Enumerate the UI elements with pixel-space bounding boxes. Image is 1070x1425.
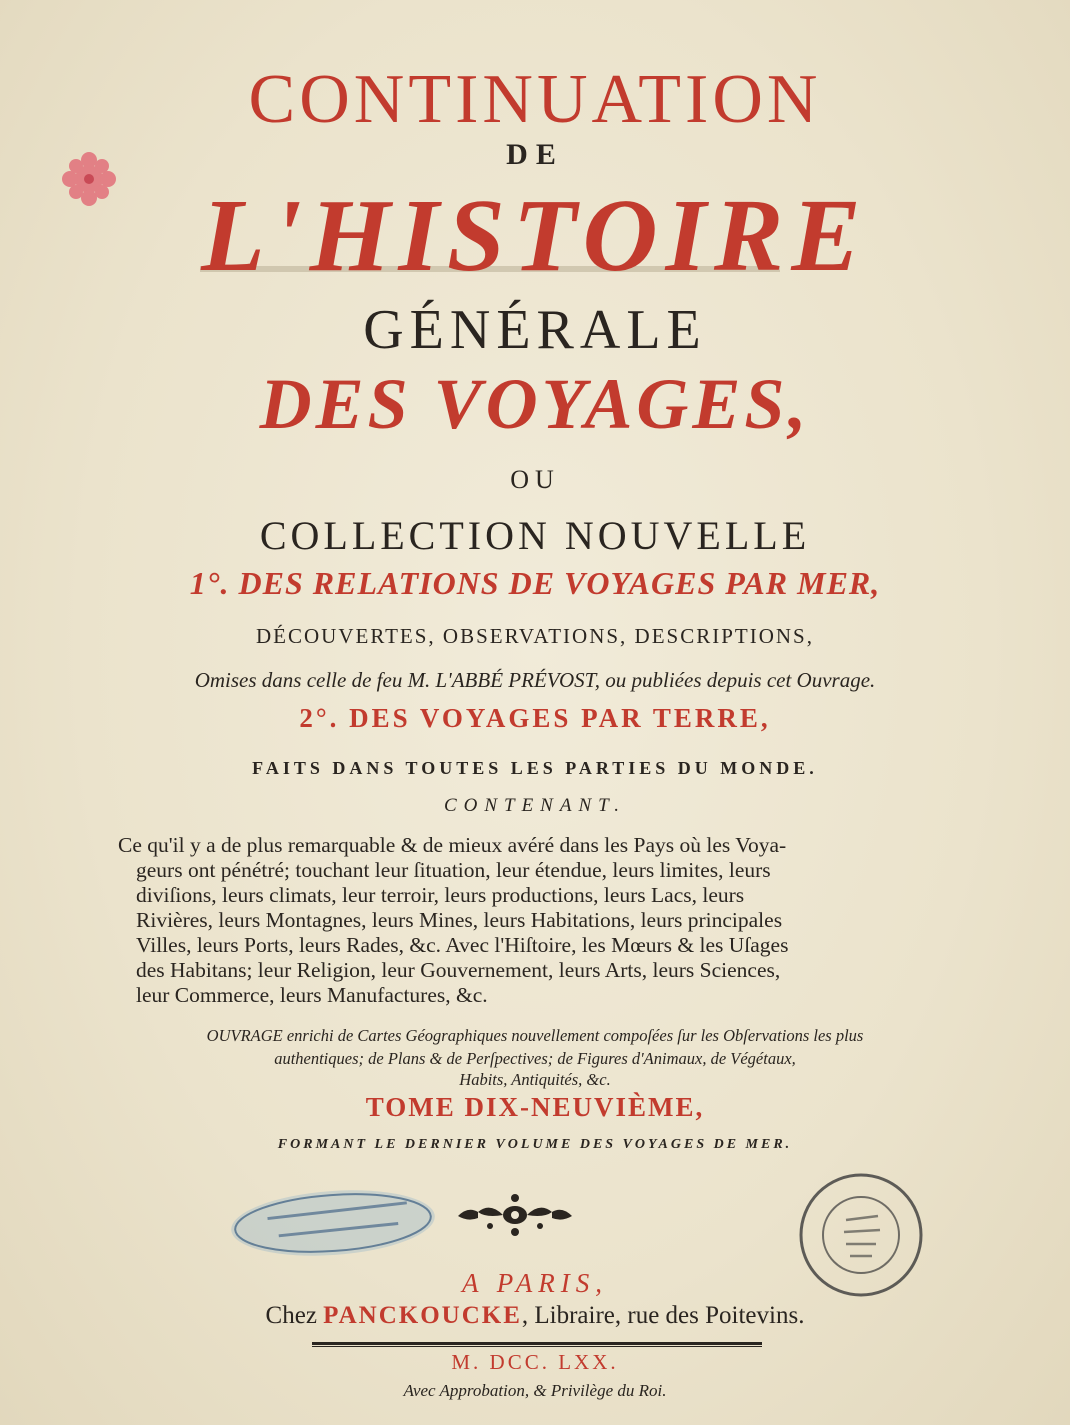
body-line: Ce qu'il y a de plus remarquable & de mieux avéré dans les Pays où les Voya- xyxy=(118,833,787,857)
imprint-rule-thin xyxy=(312,1346,762,1347)
volume-title: TOME DIX-NEUVIÈME, xyxy=(365,1092,705,1122)
ouvrage-line: OUVRAGE enrichi de Cartes Géographiques nouvellement compoſées ſur les Obſervations les plus xyxy=(206,1026,864,1045)
body-line: Rivières, leurs Montagnes, leurs Mines, leurs Habitations, leurs principales xyxy=(136,908,783,932)
imprint-city: A PARIS, xyxy=(462,1268,608,1298)
section-faits: FAITS DANS TOUTES LES PARTIES DU MONDE. xyxy=(252,758,818,778)
body-line: diviſions, leurs climats, leur terroir, leurs productions, leurs Lacs, leurs xyxy=(136,883,745,907)
section-terre: 2°. DES VOYAGES PAR TERRE, xyxy=(299,703,771,733)
title-continuation: CONTINUATION xyxy=(248,61,822,138)
library-stamp-left xyxy=(226,1181,440,1265)
ouvrage-line: authentiques; de Plans & de Perſpectives; de Figures d'Animaux, de Végétaux, xyxy=(274,1049,796,1068)
volume-subtitle: FORMANT LE DERNIER VOLUME DES VOYAGES DE MER. xyxy=(277,1137,793,1152)
ouvrage-line: Habits, Antiquités, &c. xyxy=(459,1070,611,1089)
body-line: Villes, leurs Ports, leurs Rades, &c. Avec l'Hiſtoire, les Mœurs & les Uſages xyxy=(136,933,789,957)
imprint-rule xyxy=(312,1342,762,1345)
imprint-approbation: Avec Approbation, & Privilège du Roi. xyxy=(403,1381,667,1400)
section-omises: Omises dans celle de feu M. L'ABBÉ PRÉVOST, ou publiées depuis cet Ouvrage. xyxy=(194,668,876,692)
title-generale: GÉNÉRALE xyxy=(363,299,707,361)
body-line: geurs ont pénétré; touchant leur ſituation, leur étendue, leurs limites, leurs xyxy=(136,858,771,882)
imprint-publisher-line xyxy=(0,1302,1070,1330)
title-voyages: DES VOYAGES, xyxy=(259,364,811,444)
body-line: des Habitans; leur Religion, leur Gouvernement, leurs Arts, leurs Sciences, xyxy=(136,958,781,982)
section-contenant: CONTENANT. xyxy=(443,795,627,816)
imprint-address: , Libraire, rue des Poitevins. xyxy=(521,1302,805,1329)
description-paragraph xyxy=(118,833,926,1008)
title-ou: OU xyxy=(510,465,560,494)
section-decouvertes: DÉCOUVERTES, OBSERVATIONS, DESCRIPTIONS, xyxy=(256,624,814,648)
imprint-date: M. DCC. LXX. xyxy=(451,1350,619,1374)
title-collection: COLLECTION NOUVELLE xyxy=(259,513,811,558)
title-de: DE xyxy=(506,138,564,171)
imprint-chez: Chez xyxy=(265,1302,317,1329)
fleuron-ornament-icon xyxy=(450,1190,580,1240)
imprint-publisher: PANCKOUCKE xyxy=(323,1302,522,1329)
title-histoire: L'HISTOIRE xyxy=(201,178,869,293)
body-line: leur Commerce, leurs Manufactures, &c. xyxy=(136,983,488,1007)
section-relations: 1°. DES RELATIONS DE VOYAGES PAR MER, xyxy=(189,565,881,601)
